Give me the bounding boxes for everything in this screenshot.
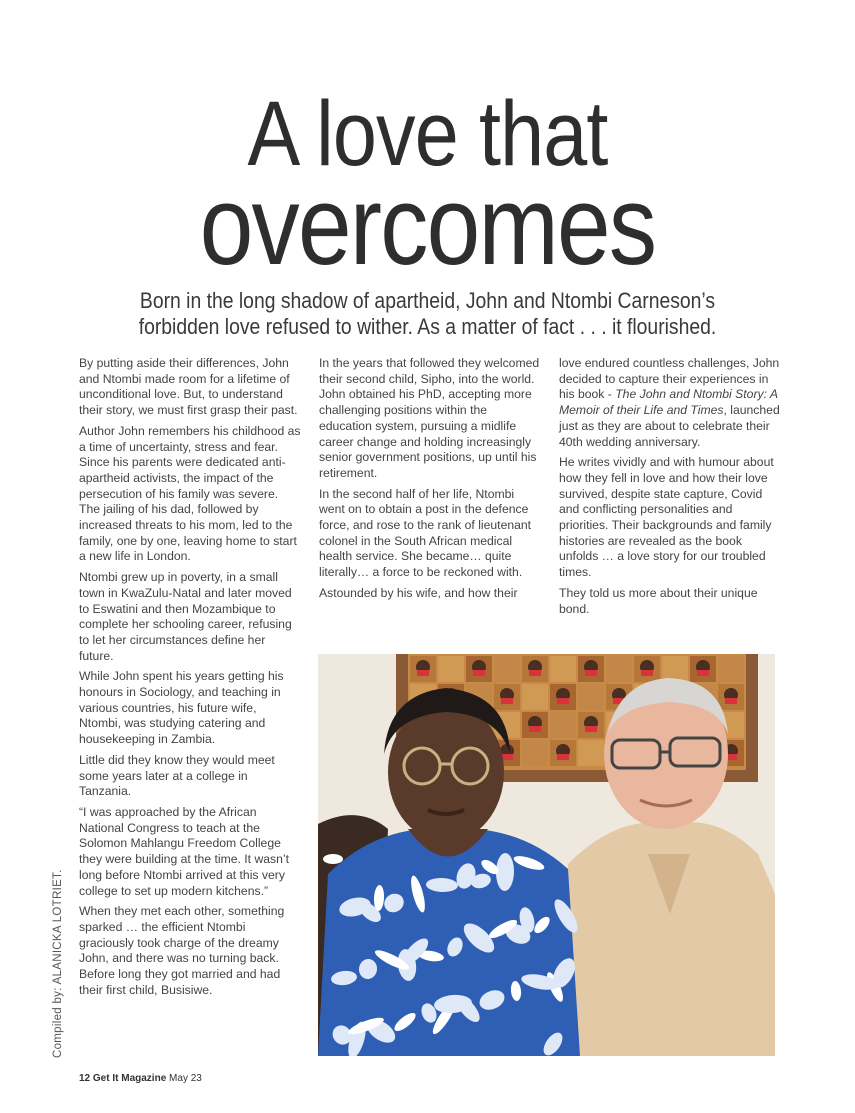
paragraph: Little did they know they would meet some years later at a college in Tanzania.: [79, 752, 275, 799]
paragraph: In the years that followed they welcomed their second child, Sipho, into the world. John obtained his PhD, accepting more challenging positions within the education system, pursuing a midlife career change and holding increasingly senior government positions, up until his retirement.: [319, 356, 540, 480]
paragraph: Author John remembers his childhood as a time of uncertainty, stress and fear. Since his parents were dedicated anti-apartheid activists, the impact of the persecution of his family was severe. The jailing of his dad, followed by increased threats to his mom, led to the family, one by one, leaving home to start a new life in London.: [79, 423, 301, 564]
photo-credit: Compiled by: ALANICKA LOTRIET.: [52, 869, 64, 1058]
page-folio: [79, 1073, 202, 1084]
paragraph-book: [559, 356, 781, 450]
paragraph: By putting aside their differences, John and Ntombi made room for a lifetime of unconditional love. But, to understand their story, we must first grasp their past.: [79, 356, 298, 418]
paragraph: Ntombi grew up in poverty, in a small town in KwaZulu-Natal and later moved to Eswatini and then Mozambique to complete her schooling career, refusing to let her circumstances define her future.: [79, 570, 292, 663]
magazine-name: Get It Magazine: [92, 1073, 167, 1084]
book-title: The John and Ntombi Story: A Memoir of their Life and Times: [559, 387, 778, 418]
text: , launched just as they are about to celebrate their 40th wedding anniversary.: [559, 403, 780, 449]
couple-photo: [318, 654, 775, 1056]
page-number: 12: [79, 1073, 91, 1084]
paragraph: They told us more about their unique bond.: [559, 585, 758, 616]
woman-dress: [318, 829, 580, 1057]
paragraph: While John spent his years getting his honours in Sociology, and teaching in various countries, his future wife, Ntombi, was studying catering and housekeeping in Zambia.: [79, 669, 284, 747]
paragraph: He writes vividly and with humour about how they fell in love and how their love survived, despite state capture, Covid and conflicting personalities and priorities. Their backgrounds and family histories are revealed as the book unfolds … a love story for our troubled times.: [559, 455, 774, 580]
headline-line-1: A love that: [247, 83, 608, 185]
standfirst-line-2: forbidden love refused to wither. As a matter of fact . . . it flourished.: [138, 314, 717, 339]
article-column-2: [319, 356, 541, 607]
article-column-3: [559, 356, 781, 622]
issue-date: May 23: [169, 1073, 202, 1084]
article-column-1: [79, 356, 301, 1003]
standfirst-line-1: Born in the long shadow of apartheid, John and Ntombi Carneson’s: [139, 288, 716, 313]
paragraph: In the second half of her life, Ntombi went on to obtain a post in the defence force, and rose to the rank of lieutenant colonel in the South African medical health service. She became… quite literally… a force to be reckoned with.: [319, 486, 532, 580]
paragraph: When they met each other, something sparked … the efficient Ntombi graciously took charge of the dreamy John, and there was no turning back. Before long they got married and had their first child, Busisiwe.: [79, 904, 285, 997]
quote-paragraph: “I was approached by the African National Congress to teach at the Solomon Mahlangu Freedom College they were building at the time. It wasn’t long before Ntombi arrived at this very college to set up modern kitchens.”: [79, 804, 290, 898]
standfirst: [60, 288, 795, 340]
paragraph: Astounded by his wife, and how their: [319, 585, 518, 600]
headline-line-2: overcomes: [199, 163, 656, 288]
text: love endured countless challenges, John decided to capture their experiences in his book -: [559, 356, 780, 402]
